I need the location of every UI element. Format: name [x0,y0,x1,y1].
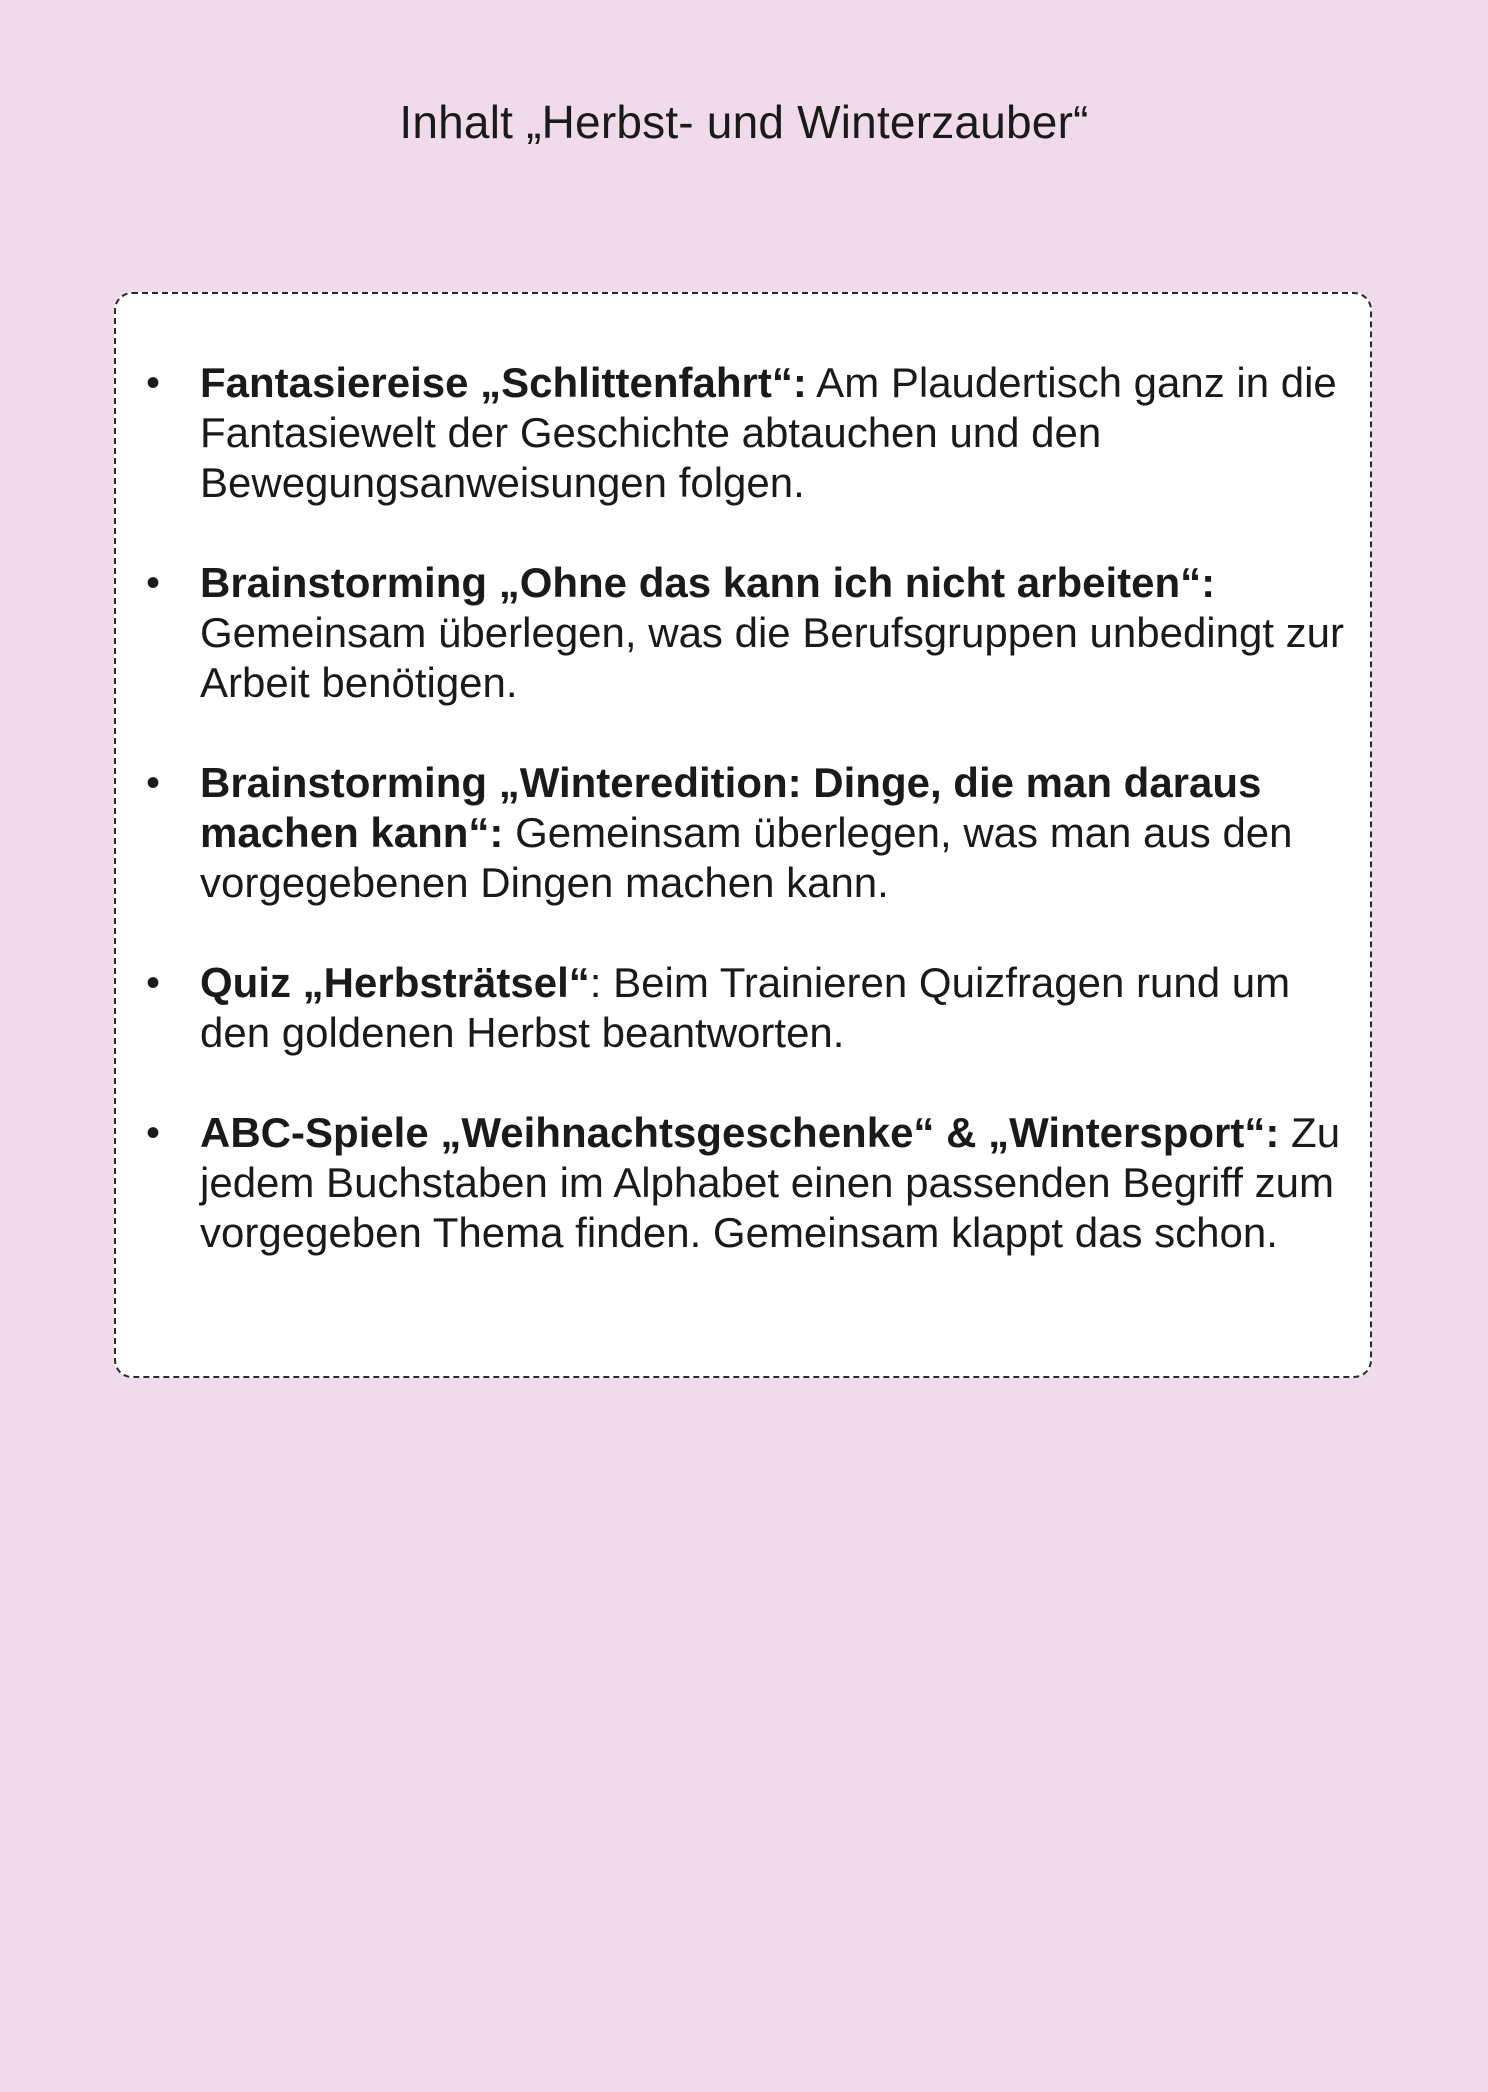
item-heading: Brainstorming „Ohne das kann ich nicht arbeiten“: [200,559,1216,606]
list-item [116,958,1370,1058]
list-item [116,1108,1370,1258]
bullet-icon: • [146,561,161,605]
bullet-icon: • [146,1111,161,1155]
item-heading: Fantasiereise „Schlittenfahrt“: [200,359,807,406]
list-item [116,758,1370,908]
bullet-icon: • [146,761,161,805]
bullet-icon: • [146,961,161,1005]
page-title: Inhalt „Herbst- und Winterzauber“ [399,96,1089,148]
item-description: Am Plaudertisch ganz in die Fantasiewelt der Geschichte abtauchen und den Bewegungsanweisungen folgen. [200,359,1337,506]
list-item [116,558,1370,708]
item-heading: ABC-Spiele „Weihnachtsgeschenke“ & „Wintersport“: [200,1109,1280,1156]
list-item [116,358,1370,508]
bullet-icon: • [146,361,161,405]
item-description: Gemeinsam überlegen, was man aus den vorgegebenen Dingen machen kann. [200,809,1293,906]
item-description: Gemeinsam überlegen, was die Berufsgruppen unbedingt zur Arbeit benötigen. [200,609,1345,706]
item-heading: Brainstorming „Winteredition: Dinge, die man daraus machen kann“: [200,759,1262,856]
item-heading: Quiz „Herbsträtsel“ [200,959,590,1006]
item-description: Zu jedem Buchstaben im Alphabet einen passenden Begriff zum vorgegeben Thema finden. Gemeinsam klappt das schon. [200,1109,1341,1256]
item-description: : Beim Trainieren Quizfragen rund um den goldenen Herbst beantworten. [200,959,1291,1056]
content-box [114,292,1372,1378]
activity-list [116,358,1370,1308]
